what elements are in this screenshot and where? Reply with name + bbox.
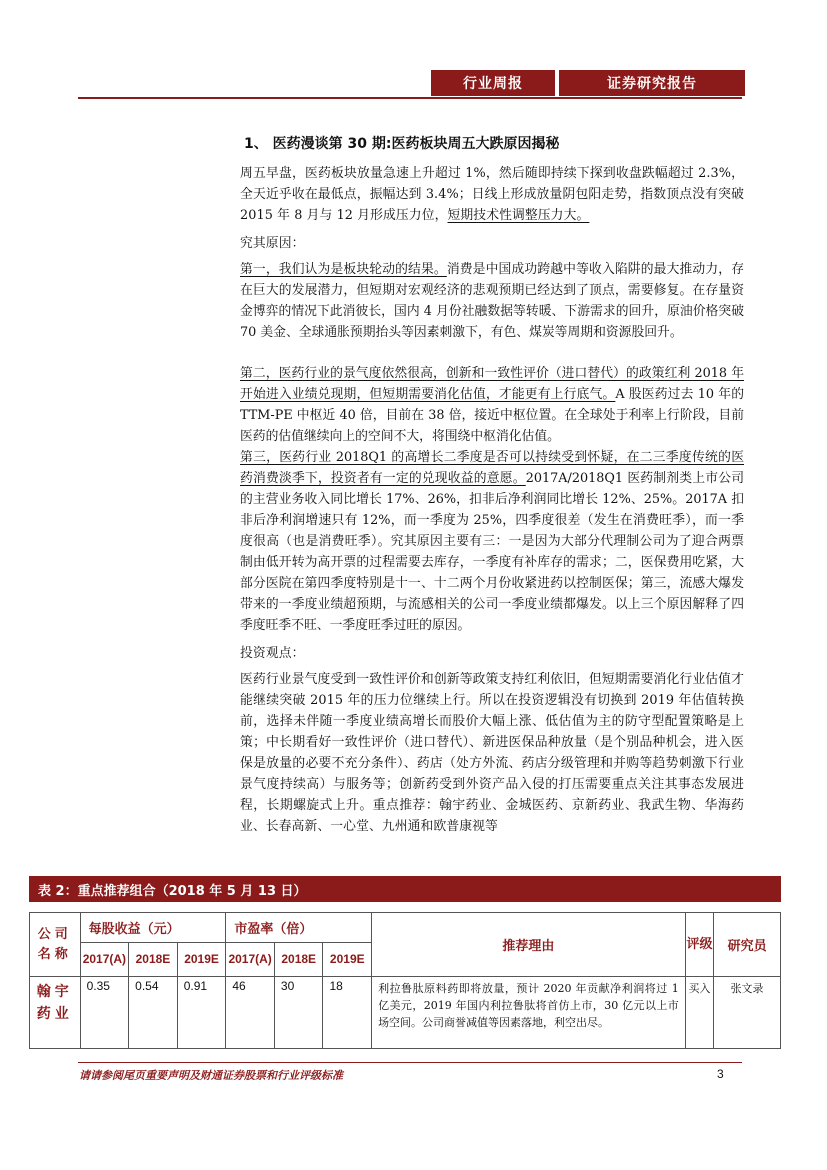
sub-header-pe-2017: 2017(A) xyxy=(226,943,275,977)
pe-2019: 18 xyxy=(323,977,372,1049)
paragraph-reason-1-lead: 第一，我们认为是板块轮动的结果。 xyxy=(240,262,447,277)
paragraph-reason-3-lead: 第三，医药行业 2018Q1 的高增长二季度是否可以持续受到怀疑，在二三季度传统的医药消费淡季下，投资者有一定的兑现收益的意愿。 xyxy=(240,450,744,486)
rating: 买入 xyxy=(685,977,713,1049)
table-title: 表 2：重点推荐组合（2018 年 5 月 13 日） xyxy=(29,876,781,902)
paragraph-reason-1-text: 消费是中国成功跨越中等收入陷阱的最大推动力，存在巨大的发展潜力，但短期对宏观经济的悲观预期已经达到了顶点，需要修复。在存量资金博弈的情况下此消彼长，国内 4 月份社融数据等转暖、下游需求的回升，原油价格突破 70 美金、全球通胀预期抬头等因素刺激下，有色、煤炭等周期和资源股回升。 xyxy=(240,262,745,340)
paragraph-reason-2 xyxy=(240,363,744,447)
recommendation-reason: 利拉鲁肽原料药即将放量，预计 2020 年贡献净利润将过 1 亿美元，2019 年国内利拉鲁肽将首仿上市，30 亿元以上市场空间。公司商誉减值等因素落地，利空出尽。 xyxy=(372,977,686,1049)
col-eps-header: 每股收益（元） xyxy=(80,913,226,943)
paragraph-intro xyxy=(240,163,744,226)
header-tab-industry-weekly: 行业周报 xyxy=(431,70,555,96)
eps-2018: 0.54 xyxy=(129,977,178,1049)
paragraph-reason-2-text: A 股医药过去 10 年的 TTM-PE 中枢近 40 倍，目前在 38 倍，接近中枢位置。在全球处于利率上行阶段，目前医药的估值继续向上的空间不大，将围绕中枢消化估值。 xyxy=(240,387,745,444)
paragraph-reason-1 xyxy=(240,259,744,343)
paragraph-reason-3-text: 2017A/2018Q1 医药制剂类上市公司的主营业务收入同比增长 17%、26%，扣非后净利润同比增长 12%、25%。2017A 扣非后净利润增速只有 12%，而一季度为 25%，四季度很差（发生在消费旺季），而一季度很高（也是消费旺季）。究其原因主要有三：一是因为大部分代理制公司为了迎合两票制由低开转为高开票的过程需要去库存，一季度有补库存的需求；二，医保费用吃紧，大部分医院在第四季度特别是十一、十二两个月份收紧进药以控制医保；第三，流感大爆发带来的一季度业绩超预期，与流感相关的公司一季度业绩都爆发。以上三个原因解释了四季度旺季不旺、一季度旺季过旺的原因。 xyxy=(240,471,745,633)
company-name: 翰宇药业 xyxy=(30,977,81,1049)
sub-header-eps-2018: 2018E xyxy=(129,943,178,977)
paragraph-intro-underlined: 短期技术性调整压力大。 xyxy=(447,208,590,223)
header-tab-research-report: 证券研究报告 xyxy=(559,70,745,96)
sub-header-pe-2018: 2018E xyxy=(274,943,323,977)
eps-2017: 0.35 xyxy=(80,977,129,1049)
paragraph-investment-view: 医药行业景气度受到一致性评价和创新等政策支持红利依旧，但短期需要消化行业估值才能继续突破 2015 年的压力位继续上行。所以在投资逻辑没有切换到 2019 年估值转换前，选择未伴随一季度业绩高增长而股价大幅上涨、低估值为主的防守型配置策略是上策；中长期看好一致性评价（进口替代）、新进医保品种放量（是个别品种机会，进入医保是放量的必要不充分条件）、药店（处方外流、药店分级管理和并购等趋势刺激下行业景气度持续高）与服务等；创新药受到外资产品入侵的打压需要重点关注其事态发展进程，长期螺旋式上升。重点推荐：翰宇药业、金城医药、京新药业、我武生物、华海药业、长春高新、一心堂、九州通和欧普康视等 xyxy=(240,672,744,834)
sub-header-eps-2019: 2019E xyxy=(177,943,226,977)
eps-2019: 0.91 xyxy=(177,977,226,1049)
col-pe-header: 市盈率（倍） xyxy=(226,913,372,943)
col-analyst-header: 研究员 xyxy=(714,913,781,977)
analyst: 张文录 xyxy=(714,977,781,1049)
pe-2018: 30 xyxy=(274,977,323,1049)
paragraph-intro-text: 周五早盘，医药板块放量急速上升超过 1%，然后随即持续下探到收盘跌幅超过 2.3%，全天近乎收在最低点，振幅达到 3.4%；日线上形成放量阴包阳走势，指数顶点没有突破 2015 年 8 月与 12 月形成压力位， xyxy=(240,166,744,223)
sub-header-eps-2017: 2017(A) xyxy=(80,943,129,977)
table-row xyxy=(30,977,781,1049)
pe-2017: 46 xyxy=(226,977,275,1049)
header-divider xyxy=(78,97,742,99)
paragraph-reason-2-lead: 第二，医药行业的景气度依然很高，创新和一致性评价（进口替代）的政策红利 2018 年开始进入业绩兑现期，但短期需要消化估值，才能更有上行底气。 xyxy=(240,366,744,402)
col-rating-header: 评级 xyxy=(685,913,713,977)
investment-view-heading: 投资观点： xyxy=(240,646,305,661)
col-company-header: 公司名称 xyxy=(30,913,81,977)
recommendation-table xyxy=(29,912,781,1049)
col-reason-header: 推荐理由 xyxy=(372,913,686,977)
header-tabs xyxy=(431,70,745,96)
section-title: 1、 医药漫谈第 30 期:医药板块周五大跌原因揭秘 xyxy=(244,136,560,152)
footer-disclaimer: 请请参阅尾页重要声明及财通证券股票和行业评级标准 xyxy=(79,1069,343,1082)
footer-divider xyxy=(78,1062,742,1063)
sub-header-pe-2019: 2019E xyxy=(323,943,372,977)
paragraph-reason-3 xyxy=(240,447,744,636)
page-number: 3 xyxy=(717,1067,724,1081)
cause-heading: 究其原因： xyxy=(240,236,305,251)
